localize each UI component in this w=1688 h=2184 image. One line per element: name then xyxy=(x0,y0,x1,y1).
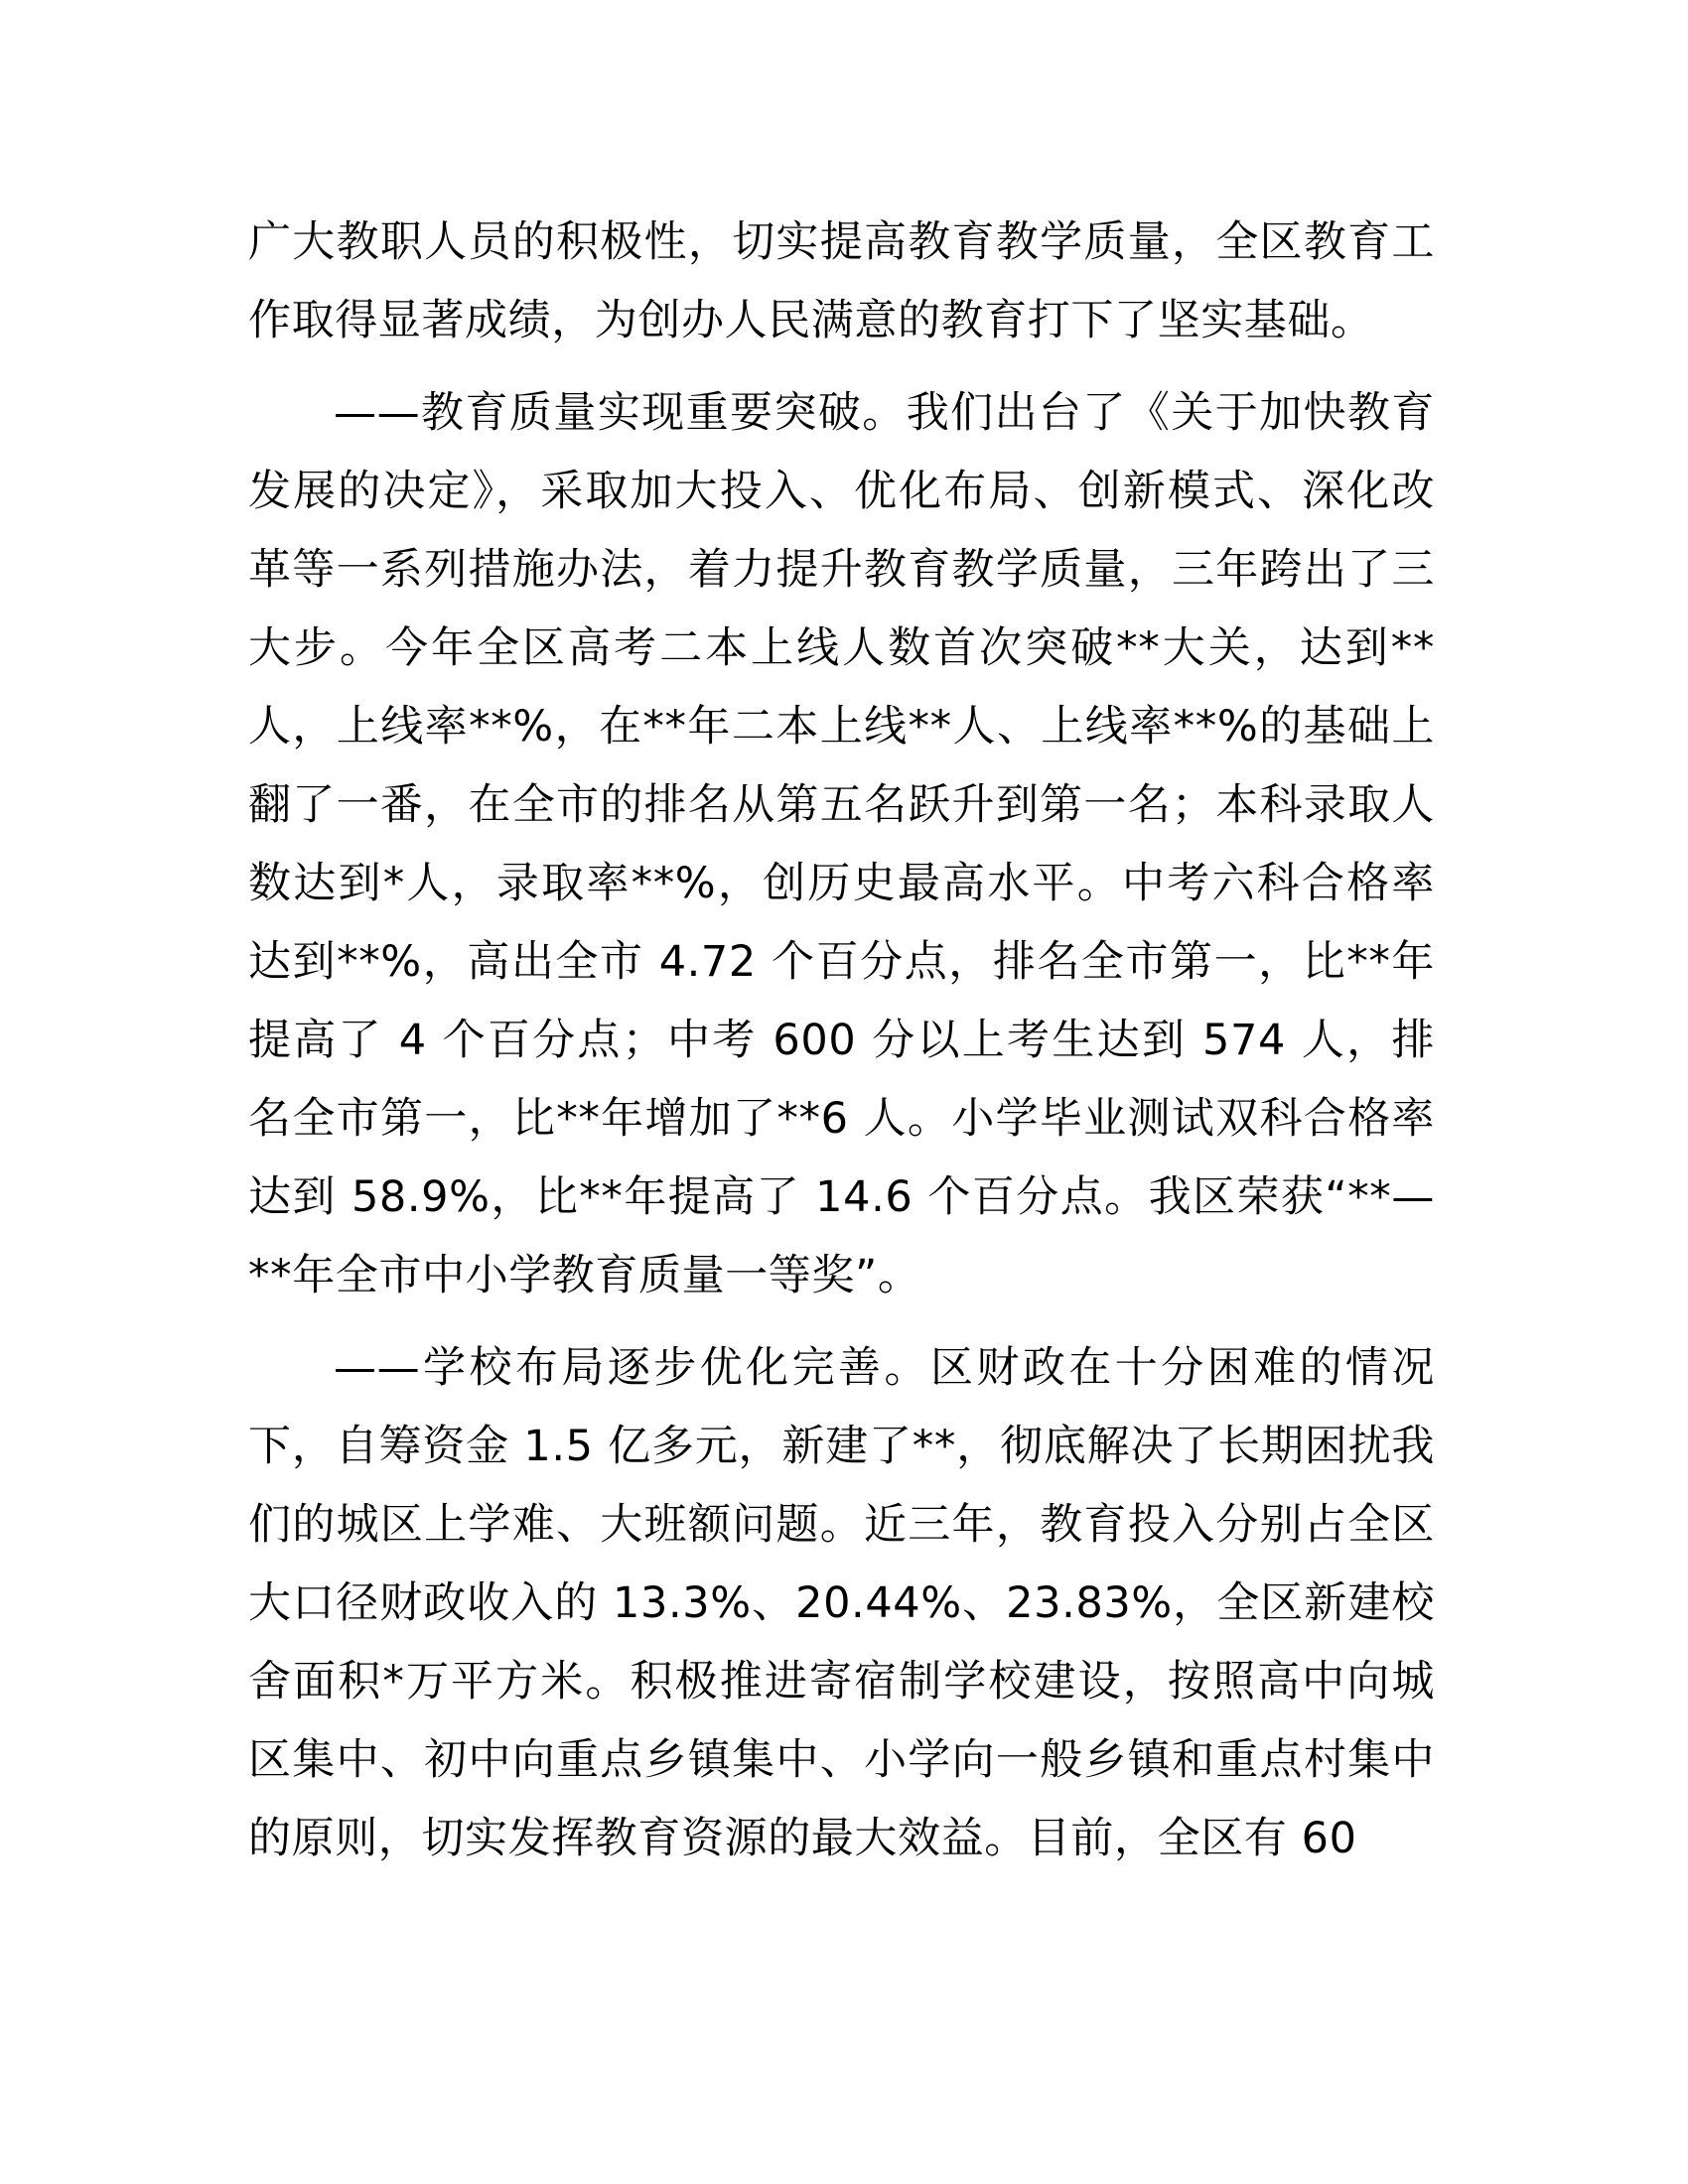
body-text xyxy=(248,204,1435,1892)
paragraph-school-layout: ——学校布局逐步优化完善。区财政在十分困难的情况下，自筹资金 1.5 亿多元，新建了**，彻底解决了长期困扰我们的城区上学难、大班额问题。近三年，教育投入分别占全区大口径财政收入的 13.3%、20.44%、23.83%，全区新建校舍面积*万平方米。积极推进寄宿制学校建设，按照高中向城区集中、初中向重点乡镇集中、小学向一般乡镇和重点村集中的原则，切实发挥教育资源的最大效益。目前，全区有 60 xyxy=(248,1343,1435,1863)
paragraph-education-quality: ——教育质量实现重要突破。我们出台了《关于加快教育发展的决定》，采取加大投入、优化布局、创新模式、深化改革等一系列措施办法，着力提升教育教学质量，三年跨出了三大步。今年全区高考二本上线人数首次突破**大关，达到**人，上线率**%，在**年二本上线**人、上线率**%的基础上翻了一番，在全市的排名从第五名跃升到第一名；本科录取人数达到*人，录取率**%，创历史最高水平。中考六科合格率达到**%，高出全市 4.72 个百分点，排名全市第一，比**年提高了 4 个百分点；中考 600 分以上考生达到 574 人，排名全市第一，比**年增加了**6 人。小学毕业测试双科合格率达到 58.9%，比**年提高了 14.6 个百分点。我区荣获“**—**年全市中小学教育质量一等奖”。 xyxy=(248,388,1435,1300)
paragraph-continuation: 广大教职人员的积极性，切实提高教育教学质量，全区教育工作取得显著成绩，为创办人民满意的教育打下了坚实基础。 xyxy=(248,217,1435,345)
